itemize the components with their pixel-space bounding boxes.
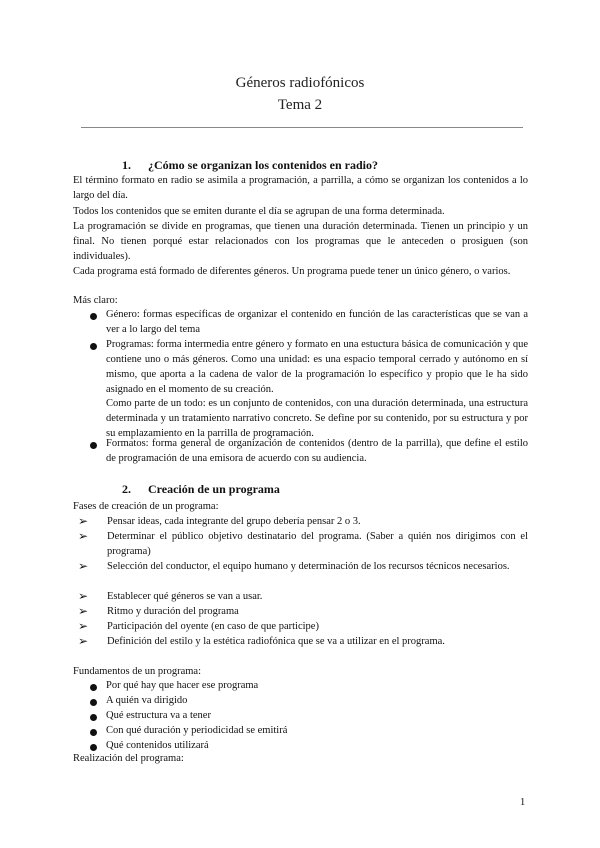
list-item: Definición del estilo y la estética radiofónica que se va a utilizar en el programa. [107, 636, 445, 647]
list-item: A quién va dirigido [106, 695, 188, 706]
paragraph: Todos los contenidos que se emiten durante el día se agrupan de una forma determinada. [73, 206, 445, 217]
list-item: Formatos: forma general de organización de contenidos (dentro de la parrilla), que define el estilo de programación de una emisora de acuerdo con su audiencia. [106, 438, 528, 464]
bullet-dot-icon [90, 729, 97, 736]
section-1-number: 1. [122, 158, 131, 172]
bullet-dot-icon [90, 699, 97, 706]
list-item: Programas: forma intermedia entre género y formato en una estuctura básica de comunicación y que contiene uno o más géneros. Como una unidad: es una espacio temporal cerrado y autónomo en sí mismo, que aporta a la cadena de valor de la programación lo específico y propio que le ha sido asignado en el momento de su creación. [106, 339, 528, 395]
arrow-bullet-icon: ➢ [78, 634, 89, 648]
section-2-title: Creación de un programa [148, 482, 280, 496]
paragraph: Cada programa está formado de diferentes géneros. Un programa puede tener un único género, o varios. [73, 266, 511, 277]
paragraph: La programación se divide en programas, que tienen una duración determinada. Tienen un principio y un final. No tienen porqué estar relacionados con los programas que le anteceden o prosiguen (son individuales). [73, 221, 528, 262]
paragraph: Más claro: [73, 295, 118, 306]
bullet-dot-icon [90, 313, 97, 320]
bullet-dot-icon [90, 442, 97, 449]
arrow-bullet-icon: ➢ [78, 604, 89, 618]
document-title: Géneros radiofónicos [235, 75, 365, 91]
section-1-title: ¿Cómo se organizan los contenidos en radio? [148, 158, 379, 172]
bullet-dot-icon [90, 714, 97, 721]
bullet-dot-icon [90, 684, 97, 691]
list-item: Con qué duración y periodicidad se emitirá [106, 725, 288, 736]
list-item: Ritmo y duración del programa [107, 606, 239, 617]
header-divider [81, 127, 523, 128]
section-2-number: 2. [122, 482, 131, 496]
arrow-bullet-icon: ➢ [78, 619, 89, 633]
list-item: Qué estructura va a tener [106, 710, 211, 721]
document-subtitle: Tema 2 [277, 97, 323, 113]
arrow-bullet-icon: ➢ [78, 514, 89, 528]
bullet-dot-icon [90, 744, 97, 751]
list-item: Pensar ideas, cada integrante del grupo debería pensar 2 o 3. [107, 516, 361, 527]
bullet-dot-icon [90, 343, 97, 350]
arrow-bullet-icon: ➢ [78, 559, 89, 573]
paragraph: Fases de creación de un programa: [73, 501, 219, 512]
arrow-bullet-icon: ➢ [78, 589, 89, 603]
paragraph: Realización del programa: [73, 753, 184, 764]
list-item: Qué contenidos utilizará [106, 740, 209, 751]
section-1-heading [122, 158, 378, 173]
list-item: Participación del oyente (en caso de que participe) [107, 621, 319, 632]
list-item: Establecer qué géneros se van a usar. [107, 591, 263, 602]
list-item-continuation: Como parte de un todo: es un conjunto de contenidos, con una duración determinada, una estructura determinada y un tratamiento narrativo concreto. Se define por su contenido, por su estructura y por su emplazamiento en la parrilla de programación. [106, 398, 528, 439]
list-item: Por qué hay que hacer ese programa [106, 680, 259, 691]
arrow-bullet-icon: ➢ [78, 529, 89, 543]
list-item: Determinar el público objetivo destinatario del programa. (Saber a quién nos dirigimos con el programa) [107, 531, 528, 557]
page-number: 1 [520, 797, 526, 808]
paragraph: El término formato en radio se asimila a programación, a parrilla, a cómo se organizan los contenidos a lo largo del día. [73, 175, 528, 201]
list-item: Género: formas específicas de organizar el contenido en función de las características que se van a ver a lo largo del tema [106, 309, 528, 335]
list-item: Selección del conductor, el equipo humano y determinación de los recursos técnicos necesarios. [107, 561, 510, 572]
section-2-heading [122, 482, 280, 497]
paragraph: Fundamentos de un programa: [73, 666, 202, 677]
